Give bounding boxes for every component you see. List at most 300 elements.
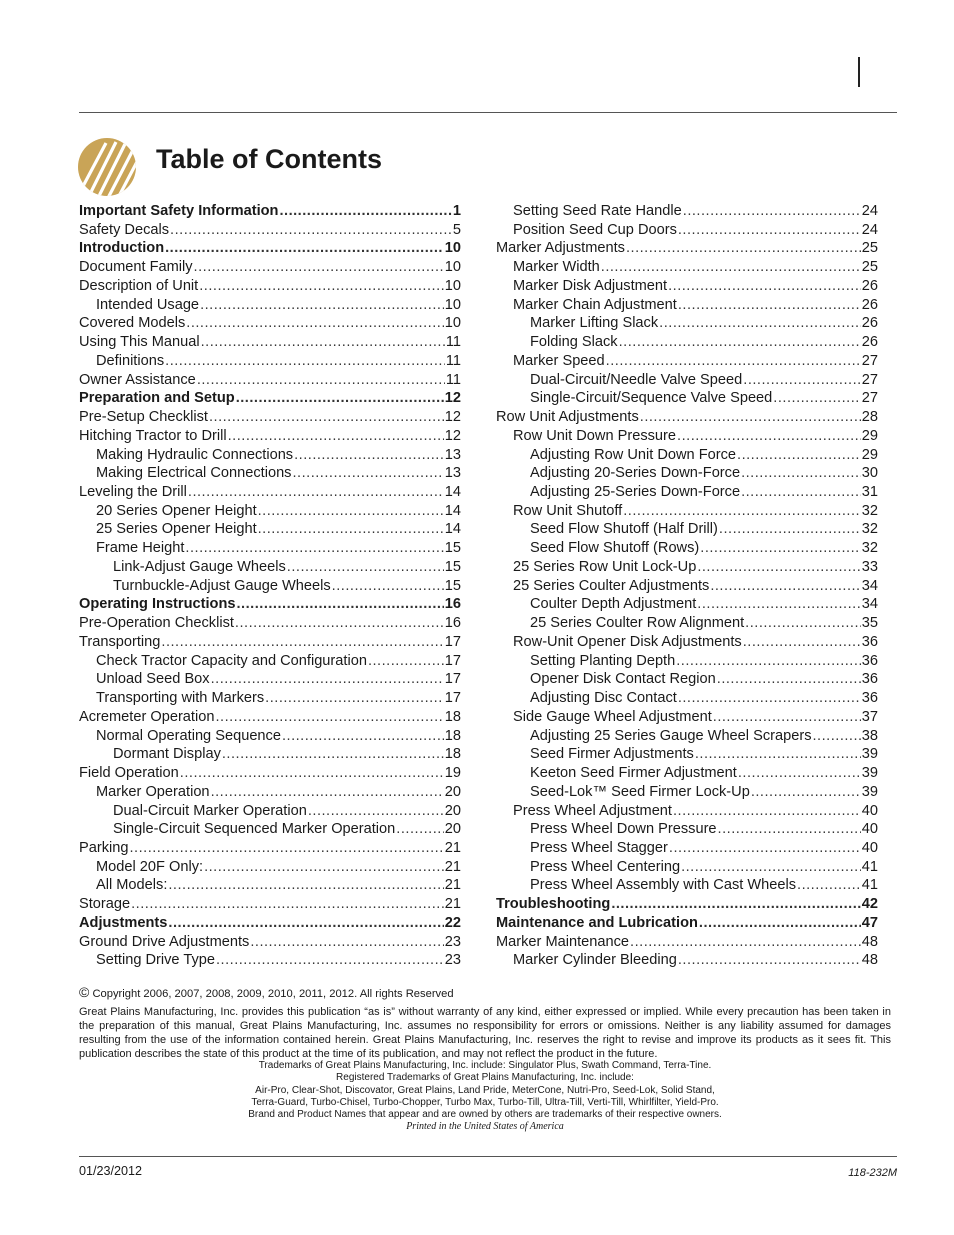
toc-leader-dots (258, 520, 444, 539)
toc-entry[interactable] (79, 595, 461, 614)
great-plains-logo-icon (78, 138, 136, 196)
toc-entry-page: 24 (861, 203, 878, 219)
toc-entry[interactable] (79, 239, 461, 258)
toc-leader-dots (697, 595, 860, 614)
trademarks-line: Trademarks of Great Plains Manufacturing, Inc. include: Singulator Plus, Swath Command, Terra-Tine. (258, 1060, 712, 1071)
toc-entry-page: 29 (861, 427, 878, 444)
toc-entry[interactable] (79, 502, 461, 521)
toc-entry-page: 47 (861, 914, 878, 931)
toc-leader-dots (235, 614, 444, 633)
toc-entry-page: 21 (444, 858, 461, 875)
toc-entry-page: 19 (444, 765, 461, 782)
toc-leader-dots (222, 745, 444, 764)
toc-entry-title: Setting Drive Type (96, 952, 215, 969)
toc-entry[interactable] (79, 202, 461, 221)
toc-leader-dots (741, 464, 861, 483)
disclaimer-paragraph: Great Plains Manufacturing, Inc. provides this publication “as is” without warranty of any kind, either expressed or implied. While every precaution has been taken in the preparation of this manual, Great Plains Manufacturing, Inc. assumes no responsibility for errors or omissions. Neither is any liability assumed for damages resulting from the use of the information contained herein. Great Plains Manufacturing, Inc. reserves the right to revise and improve its products as it sees fit. This publication describes the state of this product at the time of its publication, and may not reflect the product in the future. (79, 1006, 891, 1061)
toc-leader-dots (681, 858, 861, 877)
toc-entry[interactable] (79, 783, 461, 802)
toc-entry[interactable] (79, 951, 461, 970)
toc-entry[interactable] (79, 858, 461, 877)
toc-entry[interactable] (496, 389, 878, 408)
toc-entry-title: Owner Assistance (79, 371, 196, 388)
toc-entry[interactable] (79, 483, 461, 502)
toc-leader-dots (676, 652, 861, 671)
toc-leader-dots (673, 802, 861, 821)
toc-entry-title: Making Electrical Connections (96, 465, 292, 482)
toc-entry-title: Press Wheel Adjustment (513, 802, 672, 819)
toc-leader-dots (168, 876, 443, 895)
copyright-line (79, 984, 454, 1000)
toc-entry-title: Press Wheel Centering (530, 858, 681, 875)
toc-entry-title: Dual-Circuit/Needle Valve Speed (530, 371, 743, 388)
footer-date: 01/23/2012 (79, 1164, 143, 1178)
toc-entry-title: Pre-Operation Checklist (79, 615, 234, 632)
toc-entry[interactable] (79, 277, 461, 296)
toc-entry-page: 18 (444, 746, 461, 763)
toc-entry-title: 25 Series Row Unit Lock-Up (513, 558, 697, 575)
toc-leader-dots (165, 239, 444, 258)
toc-entry-page: 22 (444, 914, 461, 931)
toc-entry[interactable] (79, 820, 461, 839)
toc-entry-page: 26 (861, 296, 878, 313)
registered-trademarks-list-1: Air-Pro, Clear-Shot, Discovator, Great Plains, Land Pride, MeterCone, Nutri-Pro, Seed-Lok, Solid Stand, (255, 1084, 715, 1096)
toc-entry[interactable] (79, 633, 461, 652)
toc-entry[interactable] (79, 296, 461, 315)
toc-entry[interactable] (496, 558, 878, 577)
toc-leader-dots (168, 914, 443, 933)
toc-entry-page: 36 (861, 690, 878, 707)
toc-entry-title: 25 Series Coulter Row Alignment (530, 615, 745, 632)
toc-entry[interactable] (79, 914, 461, 933)
toc-entry-page: 32 (861, 521, 878, 538)
toc-entry-page: 36 (861, 671, 878, 688)
toc-leader-dots (611, 895, 860, 914)
toc-entry-title: Link-Adjust Gauge Wheels (113, 558, 286, 575)
toc-entry[interactable] (496, 670, 878, 689)
toc-entry[interactable] (496, 914, 878, 933)
toc-leader-dots (743, 371, 861, 390)
toc-entry-title: Row Unit Down Pressure (513, 427, 677, 444)
toc-entry-title: 25 Series Opener Height (96, 521, 257, 538)
toc-entry-title: 25 Series Coulter Adjustments (513, 577, 710, 594)
toc-leader-dots (713, 708, 861, 727)
toc-leader-dots (669, 839, 861, 858)
toc-entry[interactable] (496, 427, 878, 446)
toc-leader-dots (677, 427, 861, 446)
toc-entry-page: 20 (444, 821, 461, 838)
toc-entry-page: 41 (861, 877, 878, 894)
toc-leader-dots (813, 727, 861, 746)
toc-entry[interactable] (496, 520, 878, 539)
toc-entry-page: 14 (444, 484, 461, 501)
toc-leader-dots (237, 595, 444, 614)
toc-leader-dots (197, 371, 445, 390)
toc-entry[interactable] (496, 539, 878, 558)
toc-entry-page: 26 (861, 334, 878, 351)
toc-entry[interactable] (496, 727, 878, 746)
toc-leader-dots (216, 951, 444, 970)
toc-entry-page: 17 (444, 633, 461, 650)
toc-leader-dots (396, 820, 443, 839)
toc-entry-title: Adjusting 20-Series Down-Force (530, 465, 741, 482)
toc-entry-title: Preparation and Setup (79, 390, 235, 407)
toc-entry[interactable] (79, 839, 461, 858)
toc-entry-title: Marker Operation (96, 783, 210, 800)
toc-entry[interactable] (79, 520, 461, 539)
toc-entry[interactable] (496, 464, 878, 483)
toc-leader-dots (185, 539, 443, 558)
toc-entry[interactable] (496, 876, 878, 895)
toc-entry[interactable] (496, 258, 878, 277)
toc-leader-dots (710, 577, 860, 596)
toc-entry[interactable] (79, 558, 461, 577)
toc-entry[interactable] (496, 689, 878, 708)
toc-entry[interactable] (496, 633, 878, 652)
toc-entry-title: Parking (79, 839, 129, 856)
toc-entry-title: Marker Lifting Slack (530, 315, 659, 332)
toc-leader-dots (308, 802, 444, 821)
toc-entry[interactable] (496, 577, 878, 596)
toc-entry[interactable] (79, 427, 461, 446)
copyright-text: Copyright 2006, 2007, 2008, 2009, 2010, 2011, 2012. All rights Reserved (92, 988, 454, 1000)
toc-leader-dots (279, 202, 451, 221)
toc-entry-title: Seed-Lok™ Seed Firmer Lock-Up (530, 783, 750, 800)
toc-entry-title: Position Seed Cup Doors (513, 221, 677, 238)
toc-entry-title: Marker Cylinder Bleeding (513, 952, 677, 969)
toc-entry[interactable] (79, 539, 461, 558)
toc-entry-page: 12 (444, 427, 461, 444)
toc-entry[interactable] (496, 221, 878, 240)
toc-entry-title: Safety Decals (79, 221, 170, 238)
toc-entry-page: 36 (861, 652, 878, 669)
toc-entry[interactable] (79, 614, 461, 633)
toc-entry-title: Pre-Setup Checklist (79, 409, 208, 426)
toc-leader-dots (695, 745, 861, 764)
toc-leader-dots (623, 502, 861, 521)
toc-entry[interactable] (496, 314, 878, 333)
toc-entry-title: Ground Drive Adjustments (79, 933, 250, 950)
toc-entry[interactable] (79, 333, 461, 352)
toc-entry-page: 10 (444, 277, 461, 294)
toc-entry[interactable] (496, 745, 878, 764)
toc-left-column (79, 202, 461, 970)
toc-entry-title: Check Tractor Capacity and Configuration (96, 652, 367, 669)
toc-leader-dots (199, 277, 444, 296)
toc-entry[interactable] (496, 239, 878, 258)
toc-entry-title: Press Wheel Assembly with Cast Wheels (530, 877, 797, 894)
toc-entry-title: Seed Flow Shutoff (Half Drill) (530, 521, 718, 538)
toc-entry[interactable] (79, 708, 461, 727)
toc-leader-dots (699, 914, 861, 933)
toc-entry-page: 15 (444, 540, 461, 557)
toc-entry-page: 10 (444, 296, 461, 313)
toc-entry[interactable] (79, 408, 461, 427)
toc-leader-dots (743, 633, 861, 652)
toc-entry-page: 40 (861, 821, 878, 838)
toc-entry[interactable] (79, 464, 461, 483)
header-rule (79, 112, 897, 113)
toc-entry-title: Intended Usage (96, 296, 200, 313)
toc-entry[interactable] (496, 858, 878, 877)
toc-entry-page: 25 (861, 259, 878, 276)
toc-leader-dots (129, 839, 443, 858)
toc-leader-dots (292, 464, 443, 483)
toc-entry-page: 1 (452, 203, 461, 219)
registered-trademarks-heading: Registered Trademarks of Great Plains Manufacturing, Inc. include: (336, 1072, 634, 1084)
toc-entry-title: Folding Slack (530, 334, 618, 351)
toc-entry[interactable] (496, 371, 878, 390)
toc-entry[interactable] (79, 314, 461, 333)
toc-leader-dots (258, 502, 444, 521)
toc-leader-dots (737, 446, 861, 465)
toc-leader-dots (201, 333, 445, 352)
toc-entry-page: 30 (861, 465, 878, 482)
toc-entry[interactable] (496, 933, 878, 952)
toc-entry-title: Transporting with Markers (96, 690, 265, 707)
toc-entry-page: 12 (444, 390, 461, 407)
toc-entry-page: 42 (861, 896, 878, 913)
toc-entry-page: 23 (444, 933, 461, 950)
toc-leader-dots (741, 483, 861, 502)
toc-entry-title: Adjusting 25 Series Gauge Wheel Scrapers (530, 727, 812, 744)
toc-entry-page: 29 (861, 446, 878, 463)
toc-entry-title: Making Hydraulic Connections (96, 446, 294, 463)
toc-entry[interactable] (496, 595, 878, 614)
toc-leader-dots (211, 783, 444, 802)
toc-entry-page: 18 (444, 727, 461, 744)
toc-leader-dots (717, 670, 861, 689)
toc-entry[interactable] (79, 933, 461, 952)
toc-entry[interactable] (79, 670, 461, 689)
toc-leader-dots (228, 427, 444, 446)
toc-entry[interactable] (496, 708, 878, 727)
toc-entry-page: 15 (444, 558, 461, 575)
toc-entry[interactable] (79, 652, 461, 671)
toc-entry-title: Marker Disk Adjustment (513, 277, 668, 294)
toc-entry-title: Field Operation (79, 765, 179, 782)
toc-leader-dots (659, 314, 861, 333)
toc-entry-page: 20 (444, 802, 461, 819)
toc-entry-title: Unload Seed Box (96, 671, 210, 688)
toc-leader-dots (165, 352, 445, 371)
brand-names-line: Brand and Product Names that appear and are owned by others are trademarks of their respective owners. (248, 1109, 722, 1121)
toc-leader-dots (640, 408, 861, 427)
toc-entry-title: Single-Circuit/Sequence Valve Speed (530, 390, 773, 407)
toc-leader-dots (719, 520, 861, 539)
toc-leader-dots (678, 296, 861, 315)
footer-rule (79, 1156, 897, 1157)
toc-entry-page: 13 (444, 465, 461, 482)
toc-entry-title: Setting Seed Rate Handle (513, 203, 682, 219)
toc-entry[interactable] (496, 652, 878, 671)
toc-entry-page: 16 (444, 596, 461, 613)
toc-leader-dots (211, 670, 444, 689)
toc-entry[interactable] (79, 258, 461, 277)
toc-entry-title: Adjusting Row Unit Down Force (530, 446, 737, 463)
toc-entry-title: Marker Speed (513, 352, 605, 369)
toc-leader-dots (287, 558, 444, 577)
toc-entry-page: 31 (861, 484, 878, 501)
toc-entry-page: 14 (444, 521, 461, 538)
toc-entry[interactable] (79, 727, 461, 746)
toc-entry[interactable] (496, 352, 878, 371)
toc-entry[interactable] (496, 895, 878, 914)
toc-entry-page: 10 (444, 315, 461, 332)
toc-entry-title: Leveling the Drill (79, 484, 187, 501)
toc-entry-page: 37 (861, 708, 878, 725)
toc-entry[interactable] (79, 389, 461, 408)
toc-entry[interactable] (496, 951, 878, 970)
toc-entry-title: Normal Operating Sequence (96, 727, 281, 744)
toc-leader-dots (683, 202, 861, 221)
toc-entry-title: Seed Firmer Adjustments (530, 746, 694, 763)
toc-leader-dots (606, 352, 861, 371)
registered-trademarks-list-2: Terra-Guard, Turbo-Chisel, Turbo-Chopper, Turbo Max, Turbo-Till, Ultra-Till, Verti-Till, Whirlfilter, Yield-Pro. (251, 1096, 719, 1108)
page-title: Table of Contents (156, 144, 382, 174)
toc-leader-dots (678, 951, 861, 970)
toc-entry[interactable] (496, 296, 878, 315)
toc-entry-page: 48 (861, 952, 878, 969)
toc-entry-title: Marker Width (513, 259, 600, 276)
toc-entry-page: 38 (861, 727, 878, 744)
toc-entry-title: Description of Unit (79, 277, 199, 294)
toc-entry[interactable] (496, 277, 878, 296)
toc-leader-dots (282, 727, 444, 746)
toc-entry-title: Maintenance and Lubrication (496, 914, 698, 931)
toc-entry[interactable] (496, 483, 878, 502)
toc-entry-title: Document Family (79, 259, 193, 276)
toc-entry-page: 40 (861, 802, 878, 819)
toc-entry-title: Opener Disk Contact Region (530, 671, 716, 688)
toc-leader-dots (700, 539, 861, 558)
toc-entry-title: Covered Models (79, 315, 186, 332)
toc-entry-title: Keeton Seed Firmer Adjustment (530, 765, 737, 782)
toc-leader-dots (368, 652, 444, 671)
toc-leader-dots (161, 633, 443, 652)
toc-entry[interactable] (496, 839, 878, 858)
toc-leader-dots (294, 446, 444, 465)
toc-entry[interactable] (79, 764, 461, 783)
toc-entry-title: Dual-Circuit Marker Operation (113, 802, 307, 819)
toc-entry-title: Important Safety Information (79, 203, 279, 219)
toc-entry[interactable] (79, 895, 461, 914)
toc-entry[interactable] (79, 802, 461, 821)
toc-entry-title: Adjustments (79, 914, 168, 931)
toc-entry-title: Introduction (79, 240, 165, 257)
toc-entry-title: Coulter Depth Adjustment (530, 596, 697, 613)
toc-entry[interactable] (496, 802, 878, 821)
toc-entry[interactable] (496, 820, 878, 839)
toc-entry-page: 41 (861, 858, 878, 875)
toc-entry[interactable] (79, 745, 461, 764)
toc-entry-page: 5 (452, 221, 461, 238)
toc-entry-title: Definitions (96, 352, 165, 369)
toc-leader-dots (204, 858, 444, 877)
toc-entry-page: 26 (861, 277, 878, 294)
toc-entry-page: 10 (444, 259, 461, 276)
toc-leader-dots (797, 876, 861, 895)
toc-entry[interactable] (496, 614, 878, 633)
toc-entry-page: 48 (861, 933, 878, 950)
toc-entry[interactable] (496, 408, 878, 427)
toc-entry-page: 25 (861, 240, 878, 257)
toc-entry[interactable] (79, 689, 461, 708)
toc-entry[interactable] (79, 352, 461, 371)
toc-entry-title: Setting Planting Depth (530, 652, 676, 669)
toc-entry-page: 39 (861, 746, 878, 763)
toc-entry-title: Press Wheel Down Pressure (530, 821, 717, 838)
toc-entry-page: 16 (444, 615, 461, 632)
toc-entry-title: Press Wheel Stagger (530, 839, 668, 856)
toc-entry-page: 11 (445, 352, 461, 369)
toc-entry-title: Marker Maintenance (496, 933, 630, 950)
toc-entry-page: 21 (444, 877, 461, 894)
toc-entry-page: 11 (445, 371, 461, 388)
toc-entry[interactable] (79, 577, 461, 596)
toc-entry[interactable] (79, 221, 461, 240)
toc-entry-page: 33 (861, 558, 878, 575)
toc-leader-dots (131, 895, 444, 914)
toc-entry-title: Hitching Tractor to Drill (79, 427, 227, 444)
toc-entry-title: Storage (79, 896, 131, 913)
toc-entry-page: 17 (444, 671, 461, 688)
toc-entry-page: 17 (444, 652, 461, 669)
toc-entry-page: 32 (861, 502, 878, 519)
toc-entry-page: 28 (861, 409, 878, 426)
toc-entry[interactable] (79, 371, 461, 390)
toc-entry[interactable] (79, 876, 461, 895)
toc-entry[interactable] (496, 333, 878, 352)
toc-entry-page: 10 (444, 240, 461, 257)
toc-leader-dots (332, 577, 444, 596)
toc-entry[interactable] (496, 446, 878, 465)
toc-entry-title: Acremeter Operation (79, 708, 215, 725)
toc-entry[interactable] (496, 202, 878, 221)
toc-entry[interactable] (496, 764, 878, 783)
toc-leader-dots (209, 408, 444, 427)
toc-entry-page: 13 (444, 446, 461, 463)
copyright-symbol: © (79, 984, 90, 1000)
toc-entry[interactable] (496, 783, 878, 802)
toc-leader-dots (188, 483, 444, 502)
toc-entry-page: 39 (861, 783, 878, 800)
toc-leader-dots (678, 689, 861, 708)
toc-entry-title: Troubleshooting (496, 896, 611, 913)
toc-entry-title: Turnbuckle-Adjust Gauge Wheels (113, 577, 331, 594)
toc-leader-dots (601, 258, 861, 277)
toc-entry-page: 20 (444, 783, 461, 800)
toc-leader-dots (718, 820, 861, 839)
toc-entry-title: Seed Flow Shutoff (Rows) (530, 540, 700, 557)
toc-entry-page: 12 (444, 409, 461, 426)
toc-entry-page: 21 (444, 839, 461, 856)
toc-entry-title: Row Unit Adjustments (496, 409, 639, 426)
toc-entry[interactable] (496, 502, 878, 521)
toc-entry-title: Single-Circuit Sequenced Marker Operation (113, 821, 396, 838)
toc-entry-title: Model 20F Only: (96, 858, 204, 875)
toc-leader-dots (697, 558, 860, 577)
toc-entry-page: 23 (444, 952, 461, 969)
toc-leader-dots (215, 708, 443, 727)
toc-entry-page: 24 (861, 221, 878, 238)
toc-entry[interactable] (79, 446, 461, 465)
toc-entry-page: 27 (861, 371, 878, 388)
toc-entry-title: Adjusting Disc Contact (530, 690, 677, 707)
toc-entry-title: Transporting (79, 633, 161, 650)
toc-entry-page: 18 (444, 708, 461, 725)
toc-right-column (496, 202, 878, 970)
